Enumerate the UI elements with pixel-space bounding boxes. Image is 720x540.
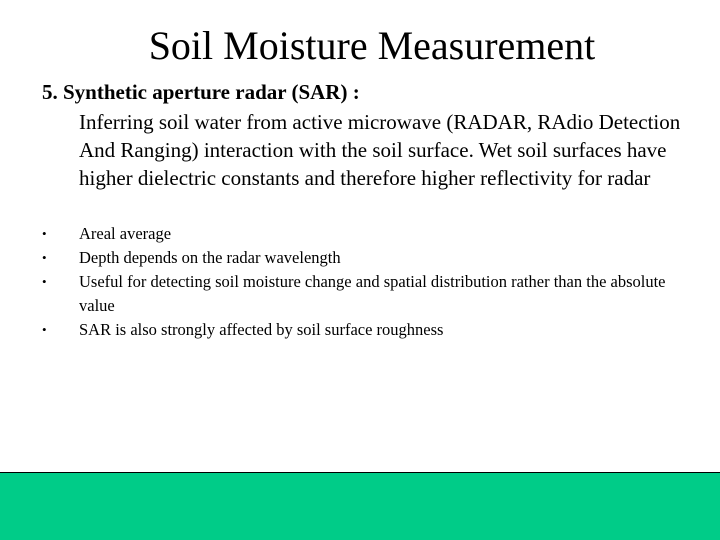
slide-title: Soil Moisture Measurement bbox=[148, 23, 596, 68]
bullet-item bbox=[42, 246, 682, 270]
footer-band bbox=[0, 472, 720, 540]
section-description: Inferring soil water from active microwave (RADAR, RAdio Detection And Ranging) interaction with the soil surface. Wet soil surfaces have higher dielectric constants and therefore higher reflectivity for radar bbox=[79, 110, 681, 190]
bullet-list bbox=[42, 222, 682, 342]
bullet-text: Useful for detecting soil moisture change and spatial distribution rather than the absolute value bbox=[79, 272, 666, 315]
bullet-text: SAR is also strongly affected by soil surface roughness bbox=[79, 320, 444, 339]
bullet-item bbox=[42, 270, 682, 318]
bullet-marker: • bbox=[42, 250, 47, 265]
bullet-marker: • bbox=[42, 274, 47, 289]
section-heading: 5. Synthetic aperture radar (SAR) : bbox=[42, 80, 360, 104]
bullet-item bbox=[42, 318, 682, 342]
bullet-item bbox=[42, 222, 682, 246]
bullet-marker: • bbox=[42, 322, 47, 337]
bullet-text: Areal average bbox=[79, 224, 172, 243]
bullet-marker: • bbox=[42, 226, 47, 241]
bullet-text: Depth depends on the radar wavelength bbox=[79, 248, 341, 267]
